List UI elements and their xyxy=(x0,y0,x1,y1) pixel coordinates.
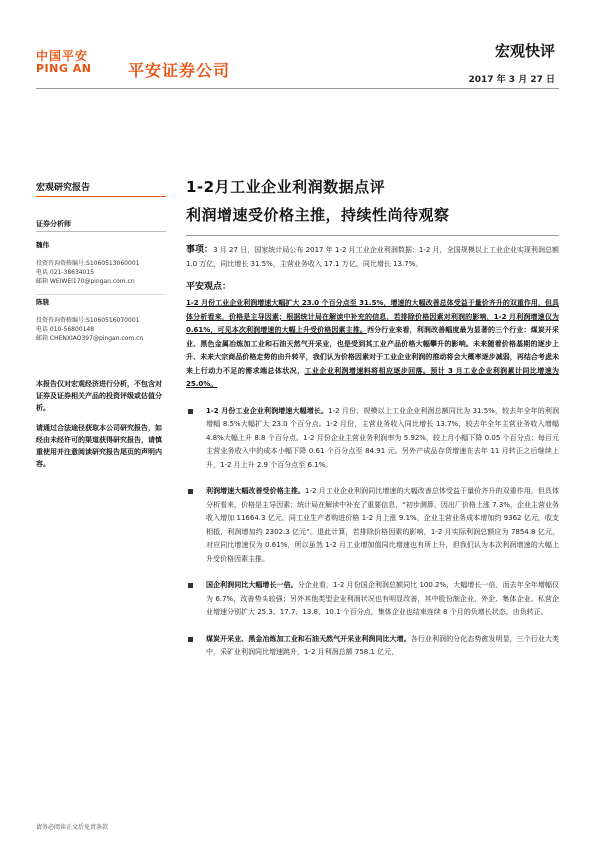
analyst-phone: 电话 021-38634015 xyxy=(36,269,95,276)
bullet-square-icon xyxy=(188,409,193,414)
bullet-text: 分企业看，1-2 月份国企利润总额同比 100.2%，大幅增长一倍，而去年全年增幅仅为 6.7%，改善势头较强；另外其他类型企业利润状况也有明显改善，其中股份制企业、外企、集体企业、私营企业增速分别扩大 25.3、17.7、13.8、10.1 个百分点，集体企业也结束连续 8 个月的负增长状态，由负转正。 xyxy=(206,581,559,616)
view-heading: 平安观点： xyxy=(186,282,232,292)
event-paragraph xyxy=(186,244,559,271)
bullet-lead: 1-2 月份工业企业利润增速大幅增长。 xyxy=(206,406,329,415)
view-summary xyxy=(186,297,559,392)
title-divider xyxy=(186,235,559,236)
analyst-heading: 证券分析师 xyxy=(36,219,166,232)
report-title: 1-2月工业企业利润数据点评 xyxy=(186,178,386,196)
event-text: 3 月 27 日，国家统计局公布 2017 年 1-2 月工业企业利润数据：1-2 月，全国规模以上工业企业实现利润总额 1.0 万亿，同比增长 31.5%，主营业务收入 17.1 万亿，同比增长 13.7%。 xyxy=(186,246,559,268)
header-divider xyxy=(36,88,559,89)
analyst-email: 邮箱 WEIWEI170@pingan.com.cn xyxy=(36,278,135,285)
disclaimer-scope: 本报告仅对宏观经济进行分析，不包含对证券及证券相关产品的投资评级或估值分析。 xyxy=(36,380,162,412)
analyst-name: 陈骁 xyxy=(36,294,166,306)
bullet-lead: 煤炭开采业、黑金冶炼加工业和石油天然气开采业利润同比大增。 xyxy=(206,634,411,643)
bullet-item xyxy=(186,405,559,473)
bullet-item xyxy=(186,579,559,620)
event-label: 事项： xyxy=(186,245,214,255)
analyst-phone: 电话 010-56800148 xyxy=(36,326,95,333)
doc-date: 2017 年 3 月 27 日 xyxy=(468,75,555,85)
disclaimer-source: 请通过合法途径获取本公司研究报告，如经由未经许可的渠道获得研究报告，请慎重使用并注意阅读研究报告尾页的声明内容。 xyxy=(36,424,162,468)
sidebar-disclaimer xyxy=(36,378,166,470)
analyst-name: 魏伟 xyxy=(36,241,49,249)
summary-part-a: 1-2 月份工业企业利润增速大幅扩大 23.0 个百分点至 31.5%，增速的大幅改善总体受益于量价齐升的双重作用，但具体分析看来，价格是主导因素；根据统计局在解读中补充的信息，若排除价格因素对利润的影响，1-2 月利润增速仅为 0.61%，可见本次利润增速的大幅上升受价格因素主推。 xyxy=(186,299,559,334)
bullet-lead: 利润增速大幅改善受价格主推。 xyxy=(206,487,305,495)
logo-chinese: 中国平安 xyxy=(36,49,89,63)
report-subtitle: 利润增速受价格主推，持续性尚待观察 xyxy=(186,206,450,224)
company-name: 平安证券公司 xyxy=(128,61,231,80)
analyst-license: 投资咨询资格编号:S1060516070001 xyxy=(36,317,140,324)
doc-type: 宏观快评 xyxy=(494,42,555,60)
report-type: 宏观研究报告 xyxy=(36,180,166,197)
bullet-lead: 国企利润同比大幅增长一倍。 xyxy=(206,581,298,589)
bullet-text: 1-2 月份，规模以上工业企业利润总额同比为 31.5%，较去年全年的利润增幅 8.5%大幅扩大 23.0 个百分点。1-2 月份，主营业务收入同比增长 13.7%，较去年全年主营业务收入增幅 4.8%大幅上升 8.8 个百分点。1-2 月份企业主营业务利润率为 5.92%，较上月小幅下降 0.05 个百分点；每百元主营业务收入中的成本小幅下降 0.61 个百分点至 84.91 元。另外产成品存货增速在去年 11 月转正之后继续上升，1-2 月上升 2.9 个百分点至 6.1%。 xyxy=(206,406,559,469)
company-logo xyxy=(36,50,114,75)
bullet-item xyxy=(186,633,559,660)
bullet-item xyxy=(186,485,559,566)
bullet-text: 1-2 月工业企业利润同比增速的大幅改善总体受益于量价齐升的双重作用，但具体分析看来，价格是主导因素；统计局在解读中补充了重要信息，“初步测算，因出厂价格上涨 7.3%，企业主营业务收入增加 11664.3 亿元，同工业生产者购进价格 1-2 月上涨 9.1%，企业主营业务成本增加约 9362 亿元，收支相抵，利润增加约 2302.3 亿元”。退此计算，若排除价格因素的影响，1-2 月实际利润总额应为 7854.8 亿元，对应同比增速仅为 0.61%，所以虽然 1-2 月工业增加值同比增速也有所上升，但我们认为本次利润增速的大幅上升受价格因素主推。 xyxy=(206,487,559,563)
footer-note: 请务必阅读正文后免责条款 xyxy=(36,824,109,831)
analyst-license: 投资咨询资格编号:S1060513060001 xyxy=(36,260,140,267)
summary-part-b: 西分行业来看，利润改善幅度最为显著的三个行业：煤炭开采业、黑色金属冶炼加工业和石油天然气开采业，也是受到其工业产品价格大幅攀升的影响。未来随着价格基期的逐步上升、未来大宗商品价格走势的由升转平，我们认为价格因素对于工业企业利润的推动将会大概率逐步减弱，再结合考虑未来上行动力不足的需求端总体状况， xyxy=(186,326,559,375)
bullet-square-icon xyxy=(188,489,193,494)
bullet-text: 各行业利润的分化态势愈发明显，三个行业大类中，采矿业利润同比增速跳升，1-2 月利润总额 758.1 亿元， xyxy=(206,634,560,656)
sidebar xyxy=(36,180,166,343)
bullet-square-icon xyxy=(188,637,193,642)
bullet-square-icon xyxy=(188,583,193,588)
logo-english: PING AN xyxy=(36,62,92,75)
summary-part-c: 工业企业利润增速料将相应逐步回落。预计 3 月工业企业利润累计同比增速为 25.0%。 xyxy=(186,366,559,388)
main-content xyxy=(186,176,559,660)
analyst-email: 邮箱 CHENXIAO397@pingan.com.cn xyxy=(36,335,144,342)
